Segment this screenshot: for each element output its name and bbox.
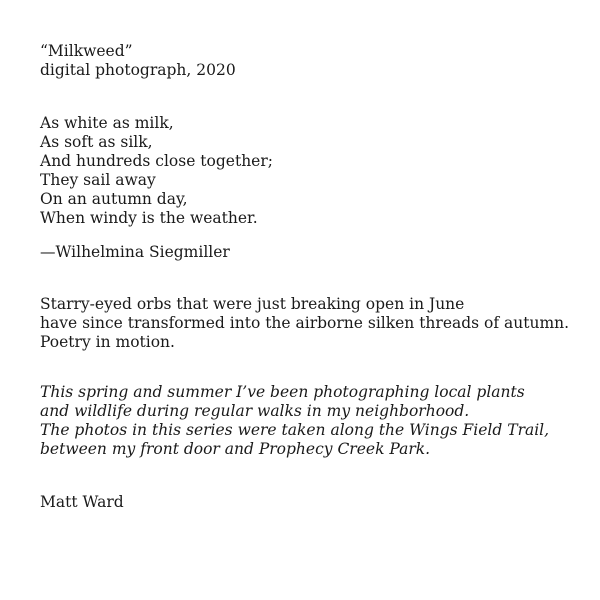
poem-line: As soft as silk,	[40, 133, 153, 151]
poem-attribution	[40, 243, 585, 262]
poem-line: As white as milk,	[40, 114, 174, 132]
description-line: Starry-eyed orbs that were just breaking open in June	[40, 295, 465, 313]
statement-line: The photos in this series were taken along the Wings Field Trail,	[40, 421, 550, 439]
artwork-medium: digital photograph, 2020	[40, 61, 236, 79]
poem-author: —Wilhelmina Siegmiller	[40, 243, 230, 261]
artist-name: Matt Ward	[40, 493, 124, 511]
poem-line: They sail away	[40, 171, 156, 189]
poem-line: On an autumn day,	[40, 190, 188, 208]
statement-line: between my front door and Prophecy Creek Park.	[40, 440, 431, 458]
description-line: Poetry in motion.	[40, 333, 175, 351]
poem-line: And hundreds close together;	[40, 152, 273, 170]
title-block	[40, 42, 585, 80]
description-line: have since transformed into the airborne silken threads of autumn.	[40, 314, 570, 332]
artwork-description	[40, 295, 585, 352]
artist-signature	[40, 493, 585, 512]
artwork-label	[40, 42, 585, 512]
artwork-title: “Milkweed”	[40, 42, 133, 60]
poem-line: When windy is the weather.	[40, 209, 258, 227]
artist-statement	[40, 383, 585, 459]
poem	[40, 114, 585, 228]
statement-line: This spring and summer I’ve been photographing local plants	[40, 383, 525, 401]
statement-line: and wildlife during regular walks in my neighborhood.	[40, 402, 470, 420]
